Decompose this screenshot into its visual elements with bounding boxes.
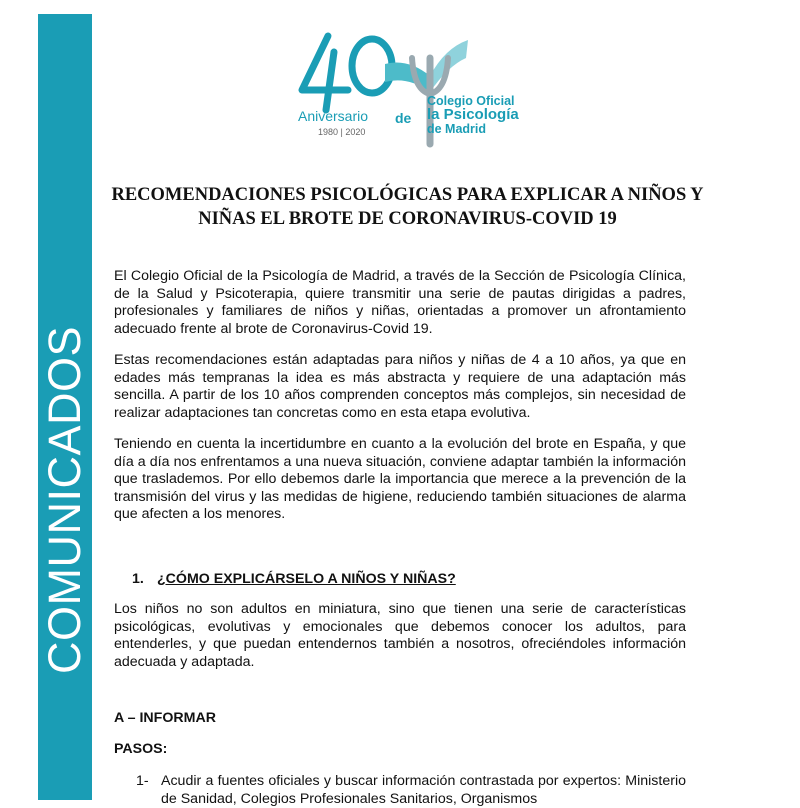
logo-line-1: Colegio Oficial [427, 94, 515, 108]
section-1-number: 1. [132, 571, 144, 587]
logo-anniversary: Aniversario [298, 108, 369, 124]
logo-line-2: la Psicología [427, 106, 519, 123]
logo-line-3: de Madrid [427, 122, 487, 136]
steps-heading: PASOS: [114, 741, 168, 757]
intro-paragraph-2: Estas recomendaciones están adaptadas para niños y niñas de 4 a 10 años, ya que en edades más tempranas la idea es más abstracta y requiere de una adaptación más sencilla. A partir de los 10 años comprenden conceptos más complejos, sin necesidad de realizar adaptaciones tan concretas como en esta etapa evolutiva. [114, 352, 686, 421]
step-1-text: Acudir a fuentes oficiales y buscar información contrastada por expertos: Ministerio de Sanidad, Colegios Profesionales Sanitarios, Organismos [161, 773, 686, 807]
step-1-number: 1- [136, 773, 149, 789]
logo-name [427, 94, 519, 136]
subheading-informar: A – INFORMAR [114, 710, 216, 726]
section-1-paragraph: Los niños no son adultos en miniatura, sino que tienen una serie de características psicológicas, evolutivas y emocionales que debemos conocer los adultos, para entenderles, y que puedan entendernos también a nosotros, ofreciéndoles información adecuada y adaptada. [114, 601, 686, 670]
logo-years: 1980 | 2020 [318, 127, 366, 137]
logo-de: de [395, 110, 412, 126]
logo [290, 28, 550, 153]
sidebar-label: COMUNICADOS [39, 325, 90, 675]
intro-paragraph-3: Teniendo en cuenta la incertidumbre en cuanto a la evolución del brote en España, y que día a día nos enfrentamos a una nueva situación, conviene adaptar también la información que traslademos. Por ello debemos darle la importancia que merece a la prevención de la transmisión del virus y las medidas de higiene, reduciendo también situaciones de alarma que afecten a los menores. [114, 436, 686, 523]
document-title: RECOMENDACIONES PSICOLÓGICAS PARA EXPLICAR A NIÑOS Y NIÑAS EL BROTE DE CORONAVIRUS-COVID 19 [111, 185, 704, 229]
section-1-title: ¿CÓMO EXPLICÁRSELO A NIÑOS Y NIÑAS? [157, 571, 456, 587]
intro-paragraph-1: El Colegio Oficial de la Psicología de Madrid, a través de la Sección de Psicología Clínica, de la Salud y Psicoterapia, quiere transmitir una serie de pautas dirigidas a padres, profesionales y familiares de niños y niñas, orientadas a promover un afrontamiento adecuado frente al brote de Coronavirus-Covid 19. [114, 268, 686, 337]
